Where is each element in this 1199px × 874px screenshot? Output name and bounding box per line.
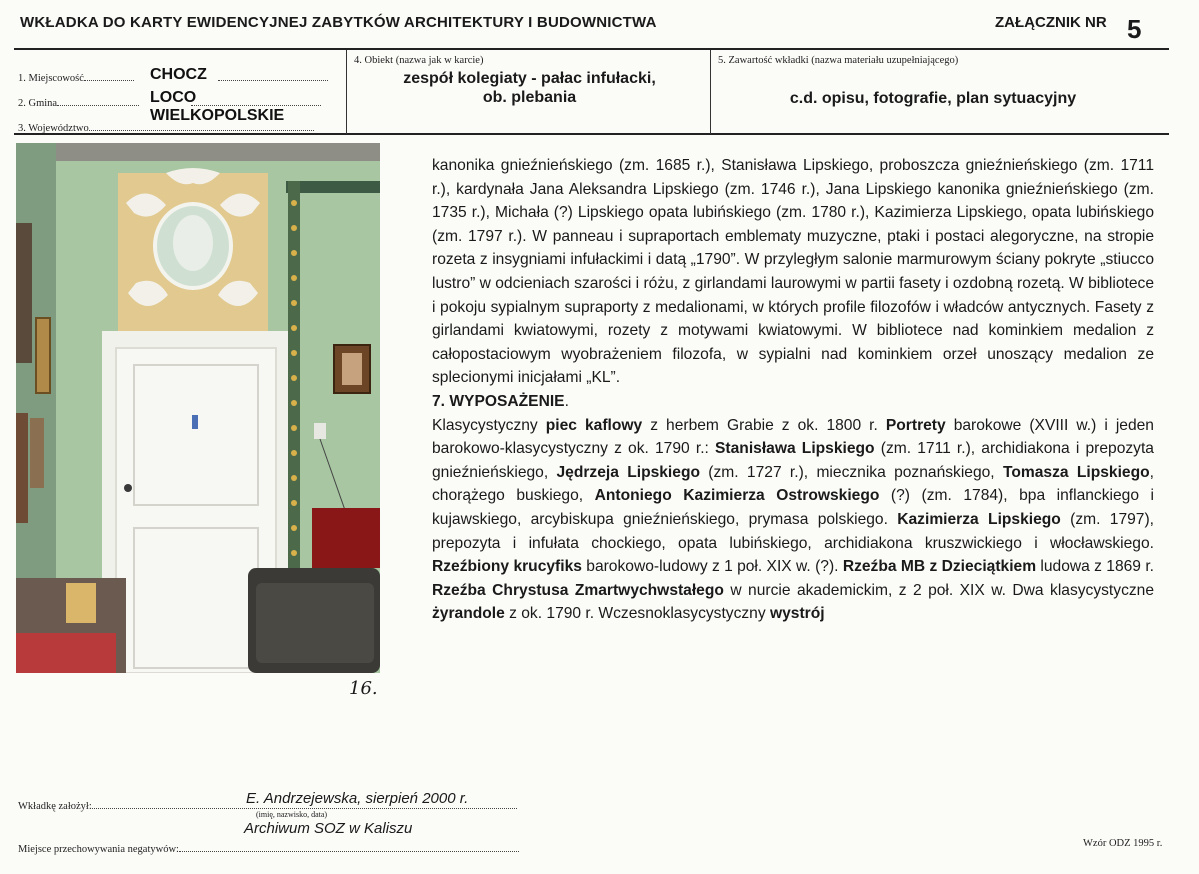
text-run: barokowo-ludowy z 1 poł. XIX w. (?). (581, 558, 843, 576)
interior-photo (16, 143, 380, 673)
commune-label: 2. Gmina (18, 98, 58, 109)
bold-run: Tomasza Lipskiego (1002, 463, 1150, 481)
negatives-label: Miejsce przechowywania negatywów: (18, 844, 179, 855)
bold-run: Stanisława Lipskiego (715, 440, 875, 458)
annex-number: 5 (1127, 14, 1142, 44)
text-run: (?) (zm. 1784), bpa inflanckiego i kujawskiego, arcybiskupa gnieźnieńskiego, prymasa polskiego. (432, 487, 1154, 528)
object-value-line1: zespół kolegiaty - pałac infułacki, (403, 70, 656, 87)
section-heading-text: 7. WYPOSAŻENIE (432, 392, 565, 410)
bold-run: piec kaflowy (545, 416, 643, 434)
bold-run: Rzeźba MB z Dzieciątkiem (842, 558, 1037, 576)
locality-value: CHOCZ (150, 66, 207, 83)
founder-hint: (imię, nazwisko, data) (256, 810, 328, 819)
content-value: c.d. opisu, fotografie, plan sytuacyjny (789, 90, 1077, 107)
bold-run: Kazimierza Lipskiego (897, 510, 1061, 528)
object-value-line2: ob. plebania (482, 89, 577, 106)
text-run: , chorążego buskiego, (432, 463, 1154, 505)
voivodeship-label: 3. Województwo (18, 123, 89, 134)
annex-label: ZAŁĄCZNIK NR (995, 14, 1107, 31)
text-run: w nurcie akademickim, z 2 poł. XIX w. Dwa klasycystyczne (723, 581, 1155, 599)
bold-run: Antoniego Kazimierza Ostrowskiego (594, 487, 880, 505)
bold-run: Rzeźba Chrystusa Zmartwychwstałego (432, 581, 724, 599)
form-code: Wzór ODZ 1995 r. (1083, 838, 1163, 849)
locality-label: 1. Miejscowość (18, 73, 84, 84)
founder-label: Wkładkę założył: (18, 801, 92, 812)
bold-run: żyrandole (432, 605, 505, 623)
section-heading-dot: . (564, 392, 569, 410)
founder-value: E. Andrzejewska, sierpień 2000 r. (246, 790, 469, 807)
content-label: 5. Zawartość wkładki (nazwa materiału uzupełniającego) (718, 55, 959, 66)
bold-run: wystrój (769, 605, 825, 623)
text-run: barokowe (XVIII w.) i jeden barokowo-klasycystyczny z ok. 1790 r.: (432, 416, 1154, 458)
object-label: 4. Obiekt (nazwa jak w karcie) (354, 55, 484, 66)
text-run: (zm. 1797), prepozyta i infułata chockiego, opata lubińskiego, archidiakona kruszwickiego i włocławskiego. (432, 510, 1154, 552)
archive-value: Archiwum SOZ w Kaliszu (244, 820, 413, 837)
text-run: Klasycystyczny (432, 416, 546, 434)
furnishings-paragraph (432, 414, 1154, 626)
interior-photo-graphic (16, 143, 380, 673)
negatives-row (18, 843, 519, 855)
text-run: (zm. 1727 r.), miecznika poznańskiego, (700, 463, 1003, 481)
header-top-rule (14, 48, 1169, 50)
object-value (352, 69, 707, 107)
bold-run: Portrety (885, 416, 946, 434)
description-text (432, 154, 1154, 626)
form-title: WKŁADKA DO KARTY EWIDENCYJNEJ ZABYTKÓW ARCHITEKTURY I BUDOWNICTWA (20, 14, 657, 31)
text-run: (zm. 1711 r.), archidiakona i prepozyta gnieźnieńskiego, (432, 440, 1154, 481)
column-divider-2 (710, 50, 711, 134)
text-run: ludowa z 1869 r. (1036, 558, 1154, 576)
bold-run: Rzeźbiony krucyfiks (432, 558, 582, 576)
voivodeship-value: WIELKOPOLSKIE (150, 107, 285, 124)
text-run: z herbem Grabie z ok. 1800 r. (642, 416, 886, 434)
bold-run: Jędrzeja Lipskiego (556, 463, 700, 481)
commune-value: LOCO (150, 89, 197, 106)
text-run: z ok. 1790 r. Wczesnoklasycystyczny (504, 605, 770, 623)
photo-number: 16. (349, 678, 378, 699)
section-heading (432, 390, 1154, 414)
description-paragraph: kanonika gnieźnieńskiego (zm. 1685 r.), Stanisława Lipskiego, proboszcza gnieźnieńskiego (zm. 1711 r.), kardynała Jana Aleksandra Lipskiego (zm. 1746 r.), Jana Lipskiego kanonika gnieźnieńskiego (zm. 1735 r.), Michała (?) Lipskiego opata lubińskiego (zm. 1780 r.), Kazimierza Lipskiego, opata lubińskiego (zm. 1797 r.). W panneau i supraportach emblematy muzyczne, ptaki i postaci alegoryczne, na stropie rozeta z insygniami infułackimi i datą „1790”. W przyległym salonie marmurowym ściany pokryte „stiucco lustro” w odcieniach szarości i różu, z girlandami laurowymi w partii fasety i ozdobną rozetą. W bibliotece i pokoju sypialnym supraporty z medalionami, w których profile filozofów i władców antycznych. Fasety z girlandami kwiatowymi, rozety z motywami kwiatowymi. W bibliotece nad kominkiem medalion z całopostaciowym wyobrażeniem filozofa, w sypialni nad kominkiem orzeł unoszący medalion ze splecionymi inicjałami „KL”. (432, 157, 1154, 387)
column-divider-1 (346, 50, 347, 134)
